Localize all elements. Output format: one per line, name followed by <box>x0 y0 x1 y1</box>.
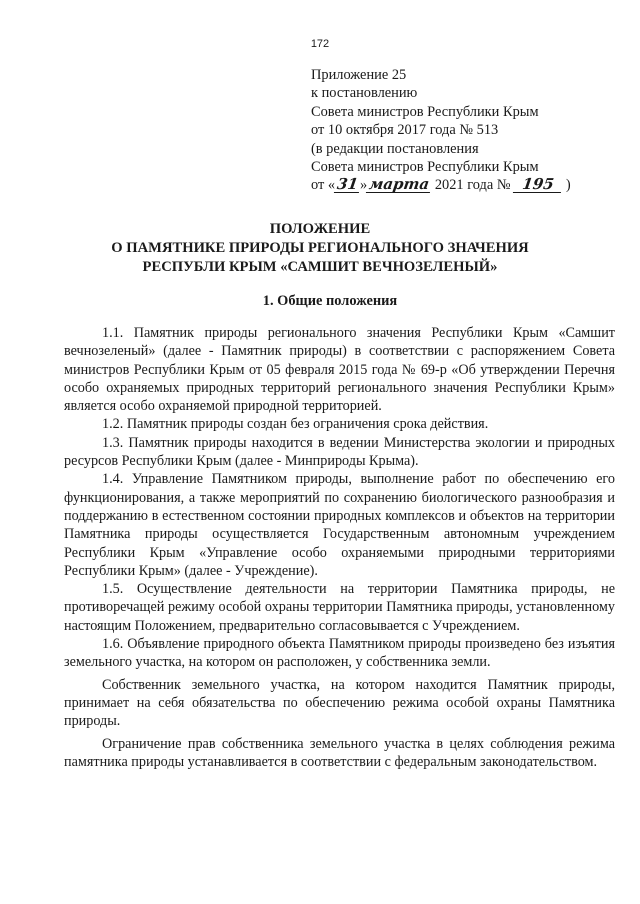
paragraph: 1.5. Осуществление деятельности на территории Памятника природы, не противоречащей режиму особой охраны территории Памятника природы, установленному настоящим Положением, предварительно согласовывается с Учреждением. <box>64 581 615 634</box>
paragraph: Собственник земельного участка, на котором находится Памятник природы, принимает на себя обязательства по обеспечению режима особой охраны Памятника природы. <box>64 676 615 730</box>
title-line: РЕСПУБЛИ КРЫМ «САМШИТ ВЕЧНОЗЕЛЕНЫЙ» <box>142 259 498 275</box>
paragraph: 1.3. Памятник природы находится в ведении Министерства экологии и природных ресурсов Республики Крым (далее - Минприроды Крыма). <box>64 434 615 470</box>
approval-line: Приложение 25 <box>311 67 407 83</box>
approval-line: (в редакции постановления <box>311 140 479 157</box>
paragraph: 1.1. Памятник природы регионального значения Республики Крым «Самшит вечнозеленый» (далее - Памятник природы) в соответствии с распоряжением Совета министров Республики Крым от 05 февраля 2015 года № 69-р «Об утверждении Перечня особо охраняемых природных территорий регионального значения Республики Крым» является особо охраняемой природной территорией. <box>64 325 615 415</box>
date-prefix: от « <box>311 177 336 194</box>
document-body <box>64 324 615 771</box>
handwritten-number: 195 <box>513 177 563 193</box>
section-heading: 1. Общие положения <box>262 293 398 309</box>
approval-line: Совета министров Республики Крым <box>311 159 539 176</box>
approval-date-line <box>311 176 611 194</box>
paragraph: 1.2. Памятник природы создан без ограничения срока действия. <box>102 416 489 433</box>
approval-line: к постановлению <box>311 85 418 102</box>
handwritten-month: марта <box>368 175 431 194</box>
document-title <box>60 220 580 277</box>
title-line: ПОЛОЖЕНИЕ <box>269 221 371 237</box>
approval-block <box>311 66 611 195</box>
date-suffix: ) <box>565 177 571 194</box>
date-mid: » <box>359 177 368 194</box>
paragraph: Ограничение прав собственника земельного участка в целях соблюдения режима памятника природы устанавливается в соответствии с федеральным законодательством. <box>64 735 615 770</box>
paragraph: 1.4. Управление Памятником природы, выполнение работ по обеспечению его функционирования, а также мероприятий по сохранению биологического разнообразия и поддержанию в естественном состоянии природных комплексов и объектов на территории Памятника природы осуществляется Государственным автономным учреждением Республики Крым «Управление особо охраняемыми природными территориями Республики Крым» (далее - Учреждение). <box>64 471 615 579</box>
handwritten-day: 31 <box>335 175 360 194</box>
page-number: 172 <box>310 38 330 50</box>
paragraph: 1.6. Объявление природного объекта Памятником природы произведено без изъятия земельного участка, на котором он расположен, у собственника земли. <box>64 636 615 671</box>
title-line: О ПАМЯТНИКЕ ПРИРОДЫ РЕГИОНАЛЬНОГО ЗНАЧЕНИЯ <box>111 240 529 256</box>
approval-line: Совета министров Республики Крым <box>311 103 539 120</box>
approval-line: от 10 октября 2017 года № 513 <box>311 122 499 139</box>
date-year: 2021 года № <box>434 177 511 194</box>
